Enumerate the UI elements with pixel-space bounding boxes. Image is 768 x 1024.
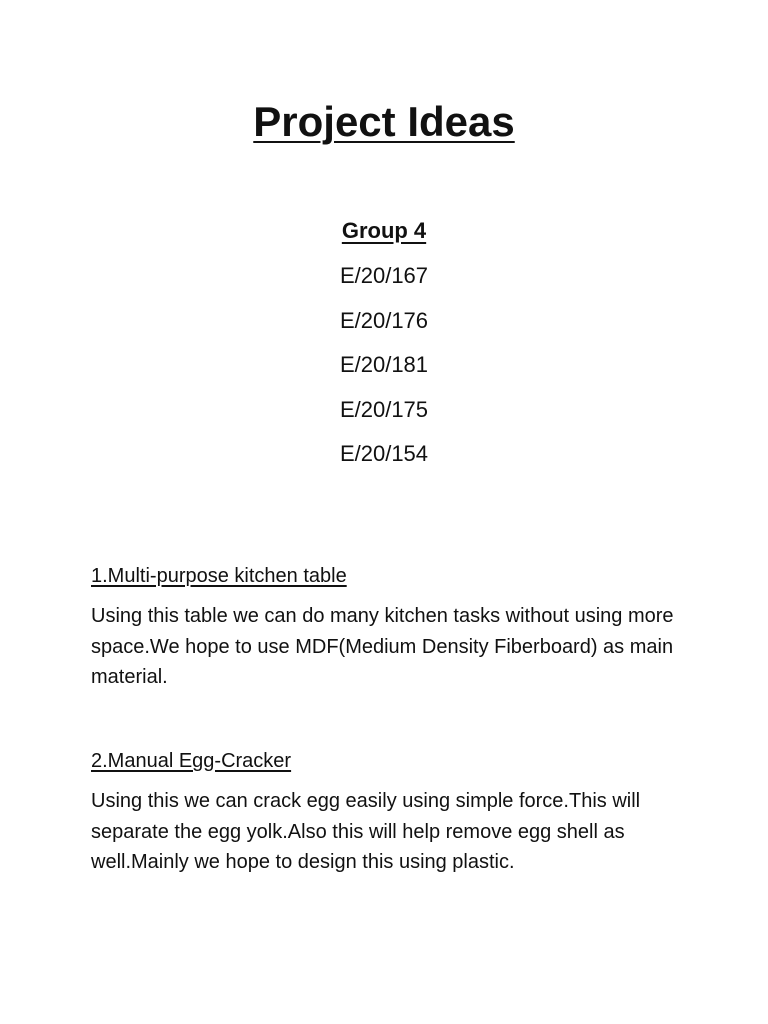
member-id: E/20/167 bbox=[339, 263, 429, 288]
member-list bbox=[0, 262, 768, 485]
member-id: E/20/175 bbox=[339, 396, 429, 422]
idea-heading: 2.Manual Egg-Cracker bbox=[91, 750, 292, 772]
idea-description: Using this we can crack egg easily using simple force.This will separate the egg yolk.Also this will help remove egg shell as well.Mainly we hope to design this using plastic. bbox=[91, 790, 641, 873]
member-id: E/20/154 bbox=[339, 441, 429, 466]
page-title: Project Ideas bbox=[253, 98, 515, 145]
group-heading: Group 4 bbox=[341, 218, 427, 243]
idea-description: Using this table we can do many kitchen tasks without using more space.We hope to use MDF(Medium Density Fiberboard) as main material. bbox=[91, 605, 674, 688]
idea-section-kitchen-table bbox=[91, 562, 691, 693]
member-id: E/20/176 bbox=[339, 307, 429, 333]
idea-section-egg-cracker bbox=[91, 747, 691, 878]
member-id: E/20/181 bbox=[339, 352, 429, 377]
idea-heading: 1.Multi-purpose kitchen table bbox=[91, 565, 347, 587]
